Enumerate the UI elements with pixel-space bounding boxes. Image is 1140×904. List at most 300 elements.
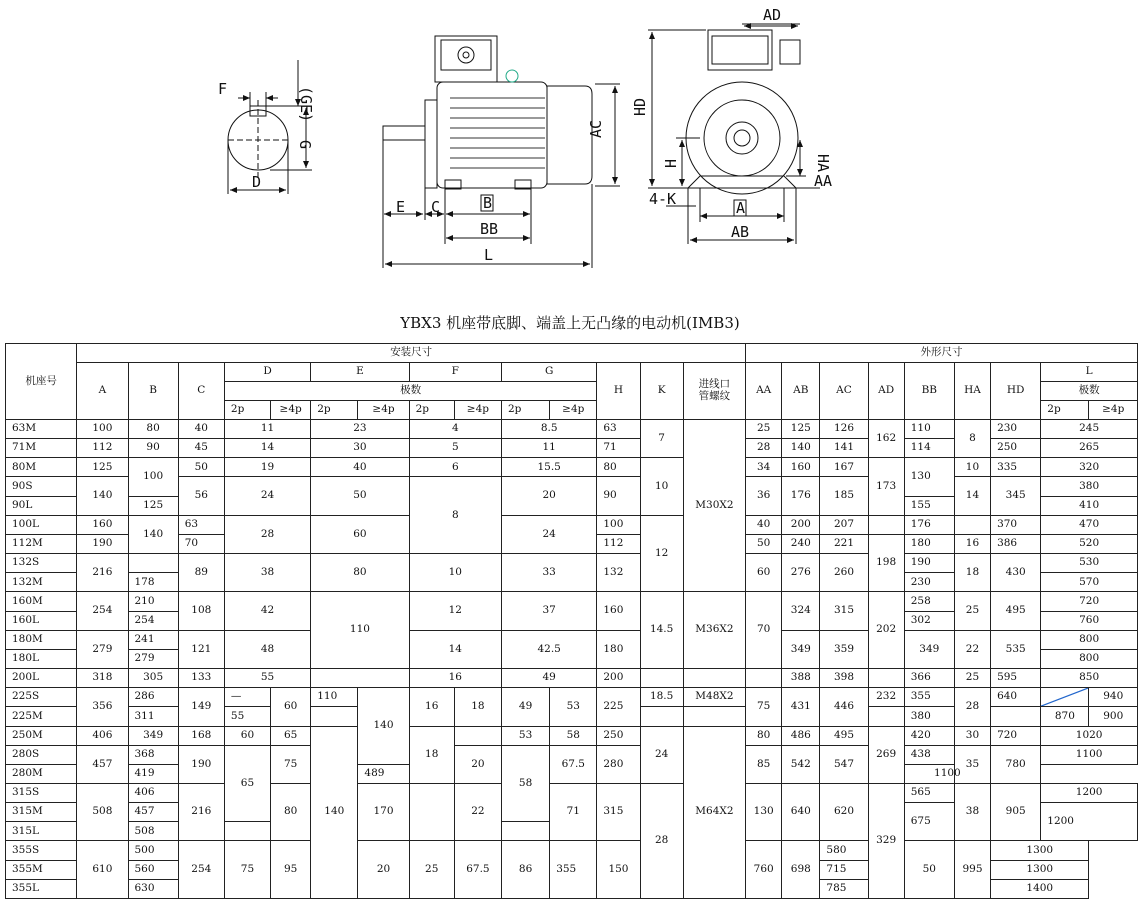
cell-K: 24 bbox=[640, 726, 683, 783]
cell-D: 28 bbox=[224, 515, 310, 553]
pole-4p: ≥4p bbox=[454, 401, 501, 420]
cell-B: 140 bbox=[128, 515, 178, 553]
cell-HD: 335 bbox=[991, 458, 1041, 477]
table-row bbox=[6, 458, 1138, 477]
cell-L: 1300 bbox=[991, 860, 1089, 879]
cell-L: 1100 bbox=[1041, 745, 1138, 764]
cell-AA: 130 bbox=[746, 783, 782, 840]
cell-A: 216 bbox=[77, 554, 128, 592]
cell-AB: 431 bbox=[782, 688, 820, 726]
cell-HA: 38 bbox=[954, 783, 990, 840]
cell-HD: 595 bbox=[991, 669, 1041, 688]
cell-L: 245 bbox=[1041, 420, 1138, 439]
cell-HA: 22 bbox=[954, 630, 990, 668]
cell-E: 40 bbox=[311, 458, 409, 477]
poles-label-L: 极数 bbox=[1041, 382, 1138, 401]
cell-AB: 200 bbox=[782, 515, 820, 534]
cell-K: 7 bbox=[640, 420, 683, 458]
col-HD: HD bbox=[991, 363, 1041, 420]
col-D: D bbox=[224, 363, 310, 382]
motor-side-view bbox=[383, 36, 620, 268]
cell-K: 12 bbox=[640, 515, 683, 592]
cell-F: 8 bbox=[409, 477, 501, 554]
cell-G: 8.5 bbox=[502, 420, 597, 439]
cell-AB: 388 bbox=[782, 669, 820, 688]
cell-D: 14 bbox=[224, 439, 310, 458]
cell-D: 55 bbox=[224, 669, 310, 688]
cell-G: 15.5 bbox=[502, 458, 597, 477]
cell-C: 108 bbox=[178, 592, 224, 630]
cell-H: 71 bbox=[597, 439, 640, 458]
cell-L: 800 bbox=[1041, 649, 1138, 668]
cell-HD: 640 bbox=[991, 688, 1041, 707]
cell-L: 470 bbox=[1041, 515, 1138, 534]
cell-B: 419 bbox=[128, 764, 178, 783]
cell-A: 457 bbox=[77, 745, 128, 783]
cell-F-4p: 22 bbox=[454, 783, 501, 840]
cell-B: 311 bbox=[128, 707, 178, 726]
cell-K-empty bbox=[640, 707, 683, 726]
frame-cell: 280S bbox=[6, 745, 77, 764]
cell-BB: 180 bbox=[904, 534, 954, 553]
cell-AA: 25 bbox=[746, 420, 782, 439]
cell-G-2p: 67.5 bbox=[454, 841, 501, 899]
cell-AD-empty bbox=[868, 669, 904, 688]
cell-HD: 495 bbox=[991, 592, 1041, 630]
cell-AB: 349 bbox=[782, 630, 820, 668]
cell-B: 125 bbox=[128, 496, 178, 515]
cell-L: 1300 bbox=[991, 841, 1089, 860]
cell-L: 1200 bbox=[1041, 803, 1138, 841]
cell-BB: 176 bbox=[904, 515, 954, 534]
cell-E: 23 bbox=[311, 420, 409, 439]
motor-dimension-drawing bbox=[0, 0, 1140, 300]
label-F: F bbox=[218, 80, 228, 98]
label-D: D bbox=[252, 173, 262, 191]
cell-B: 508 bbox=[128, 822, 178, 841]
cell-E: 30 bbox=[311, 439, 409, 458]
cell-C: 254 bbox=[178, 841, 224, 899]
cell-C: 45 bbox=[178, 439, 224, 458]
cell-AB: 760 bbox=[746, 841, 782, 899]
outline-header: 外形尺寸 bbox=[746, 344, 1138, 363]
cell-AC: 495 bbox=[820, 726, 868, 745]
label-H: H bbox=[662, 158, 680, 168]
col-H: H bbox=[597, 363, 640, 420]
cell-F-4p: 18 bbox=[454, 688, 501, 726]
cell-L: 850 bbox=[1041, 669, 1138, 688]
cell-B: 254 bbox=[128, 611, 178, 630]
diagonal-line bbox=[1041, 688, 1088, 706]
cell-B: 80 bbox=[128, 420, 178, 439]
poles-label: 极数 bbox=[224, 382, 596, 401]
cell-G-4p: 58 bbox=[550, 726, 597, 745]
table-row bbox=[6, 515, 1138, 534]
table-title: YBX3 机座带底脚、端盖上无凸缘的电动机(IMB3) bbox=[400, 314, 740, 332]
cell-L-4p: 940 bbox=[1089, 688, 1138, 707]
cell-AB: 160 bbox=[782, 458, 820, 477]
cell-H: 180 bbox=[597, 630, 640, 668]
cell-B: 210 bbox=[128, 592, 178, 611]
frame-cell: 355M bbox=[6, 860, 77, 879]
cell-B: 305 bbox=[128, 669, 178, 688]
cell-F-2p: 20 bbox=[358, 841, 409, 899]
cell-H: 160 bbox=[597, 592, 640, 630]
label-AA: AA bbox=[814, 172, 833, 190]
cell-L: 570 bbox=[1041, 573, 1138, 592]
label-L: L bbox=[484, 246, 494, 264]
frame-cell: 90S bbox=[6, 477, 77, 496]
table-row bbox=[6, 592, 1138, 611]
cell-A: 190 bbox=[77, 534, 128, 553]
cell-A: 125 bbox=[77, 458, 128, 477]
inlet-line1: 进线口 bbox=[698, 378, 731, 391]
cell-L-4p: 900 bbox=[1089, 707, 1138, 726]
cell-AC: 207 bbox=[820, 515, 868, 534]
cell-G: 20 bbox=[502, 477, 597, 515]
col-HA: HA bbox=[954, 363, 990, 420]
cell-HD: 535 bbox=[991, 630, 1041, 668]
frame-cell: 71M bbox=[6, 439, 77, 458]
col-L: L bbox=[1041, 363, 1138, 382]
cell-L-2p: 870 bbox=[1041, 707, 1089, 726]
cell-H: 200 bbox=[597, 669, 640, 688]
cell-F-4p: 25 bbox=[409, 841, 454, 899]
cell-E-2p: 140 bbox=[311, 726, 358, 899]
cell-BB: 785 bbox=[820, 879, 868, 898]
col-F: F bbox=[409, 363, 501, 382]
cell-D-2p: 75 bbox=[224, 841, 270, 899]
cell-HA: 30 bbox=[954, 726, 990, 745]
frame-cell: 100L bbox=[6, 515, 77, 534]
cell-BB: 349 bbox=[904, 630, 954, 668]
cell-G-4p: 86 bbox=[502, 841, 550, 899]
cell-A: 508 bbox=[77, 783, 128, 840]
frame-cell: 355L bbox=[6, 879, 77, 898]
cell-AD-empty bbox=[868, 515, 904, 534]
cell-BB: 366 bbox=[904, 669, 954, 688]
cell-B: 178 bbox=[128, 573, 178, 592]
cell-AB: 640 bbox=[782, 783, 820, 840]
pole-2p: 2p bbox=[224, 401, 270, 420]
cell-B: 630 bbox=[128, 879, 178, 898]
cell-AB: 125 bbox=[782, 420, 820, 439]
cell-A: 140 bbox=[77, 477, 128, 515]
label-G: G bbox=[296, 140, 314, 150]
cell-F-2p-empty bbox=[409, 783, 454, 840]
cell-A: 318 bbox=[77, 669, 128, 688]
cell-E: 110 bbox=[311, 592, 409, 669]
cell-HA: 14 bbox=[954, 477, 990, 515]
frame-cell: 160M bbox=[6, 592, 77, 611]
cell-AA: 36 bbox=[746, 477, 782, 515]
cell-L: 520 bbox=[1041, 534, 1138, 553]
frame-cell: 180M bbox=[6, 630, 77, 649]
cell-K: 18.5 bbox=[640, 688, 683, 707]
cell-AA: 28 bbox=[746, 439, 782, 458]
cell-BB: 675 bbox=[904, 803, 954, 841]
cell-BB: 438 bbox=[904, 745, 954, 764]
cell-AD: 162 bbox=[868, 420, 904, 458]
frame-cell: 200L bbox=[6, 669, 77, 688]
col-A: A bbox=[77, 363, 128, 420]
pole-2p: 2p bbox=[409, 401, 454, 420]
cell-AA: 40 bbox=[746, 515, 782, 534]
col-AD: AD bbox=[868, 363, 904, 420]
cell-L: 380 bbox=[1041, 477, 1138, 496]
cell-inlet: M64X2 bbox=[683, 726, 745, 899]
cell-A: 610 bbox=[77, 841, 128, 899]
cell-C: 190 bbox=[178, 745, 224, 783]
cell-L: 800 bbox=[1041, 630, 1138, 649]
cell-BB: 489 bbox=[358, 764, 409, 783]
cell-AA: 85 bbox=[746, 745, 782, 783]
cell-L: 1100 bbox=[904, 764, 990, 783]
cell-AC: 185 bbox=[820, 477, 868, 515]
cell-inlet-empty bbox=[683, 707, 745, 726]
cell-B: 457 bbox=[128, 803, 178, 822]
table-row bbox=[6, 745, 1138, 764]
label-HD: HD bbox=[631, 97, 649, 116]
cell-BB: 565 bbox=[904, 783, 954, 802]
cell-G: 24 bbox=[502, 515, 597, 553]
table-row bbox=[6, 630, 1138, 649]
cell-AA: 150 bbox=[597, 841, 640, 899]
label-GE: (GE) bbox=[297, 86, 315, 123]
col-inlet bbox=[683, 363, 745, 420]
cell-AA: 80 bbox=[746, 726, 782, 745]
cell-AA: 70 bbox=[746, 592, 782, 669]
cell-AC: 698 bbox=[782, 841, 820, 899]
label-HA: HA bbox=[814, 154, 832, 173]
cell-AB: 240 bbox=[782, 534, 820, 553]
dimension-table bbox=[5, 343, 1138, 899]
cell-L: 265 bbox=[1041, 439, 1138, 458]
cell-A: 356 bbox=[77, 688, 128, 726]
cell-L: 1020 bbox=[1041, 726, 1138, 745]
cell-AC: 446 bbox=[820, 688, 868, 726]
cell-HD: 995 bbox=[954, 841, 990, 899]
cell-B: 368 bbox=[128, 745, 178, 764]
cell-B: 100 bbox=[128, 458, 178, 496]
frame-cell: 315M bbox=[6, 803, 77, 822]
frame-cell: 90L bbox=[6, 496, 77, 515]
cell-D-4p: 60 bbox=[271, 688, 311, 726]
inlet-line2: 管螺纹 bbox=[698, 390, 731, 402]
cell-HA: 35 bbox=[954, 745, 990, 783]
frame-cell: 63M bbox=[6, 420, 77, 439]
col-G: G bbox=[502, 363, 597, 382]
cell-AC: 141 bbox=[820, 439, 868, 458]
cell-F: 5 bbox=[409, 439, 501, 458]
install-header: 安装尺寸 bbox=[77, 344, 746, 363]
cell-A: 112 bbox=[77, 439, 128, 458]
cell-BB: 110 bbox=[904, 420, 954, 439]
cell-HA: 10 bbox=[954, 458, 990, 477]
table-row bbox=[6, 783, 1138, 802]
cell-G: 33 bbox=[502, 554, 597, 592]
cell-E-4p: 170 bbox=[358, 783, 409, 840]
cell-HD: 780 bbox=[991, 745, 1041, 783]
frame-cell: 315S bbox=[6, 783, 77, 802]
cell-AC: 359 bbox=[820, 630, 868, 668]
pole-4p: ≥4p bbox=[271, 401, 311, 420]
label-4K: 4-K bbox=[649, 190, 677, 208]
cell-HD: 250 bbox=[991, 439, 1041, 458]
cell-B: 349 bbox=[128, 726, 178, 745]
cell-K: 14.5 bbox=[640, 592, 683, 669]
cell-B: 90 bbox=[128, 439, 178, 458]
frame-cell: 280M bbox=[6, 764, 77, 783]
cell-HD: 905 bbox=[991, 783, 1041, 840]
cell-HA: 50 bbox=[904, 841, 954, 899]
cell-HD: 230 bbox=[991, 420, 1041, 439]
cell-D-4p: 95 bbox=[271, 841, 311, 899]
cell-C: 70 bbox=[178, 534, 224, 553]
cell-D-2p: 60 bbox=[224, 726, 270, 745]
table-row bbox=[6, 669, 1138, 688]
cell-G: 37 bbox=[502, 592, 597, 630]
frame-cell: 180L bbox=[6, 649, 77, 668]
cell-AA: 50 bbox=[746, 534, 782, 553]
frame-cell: 112M bbox=[6, 534, 77, 553]
cell-G-2p: 58 bbox=[502, 745, 550, 822]
cell-AA: 75 bbox=[746, 688, 782, 726]
cell-C: 216 bbox=[178, 783, 224, 840]
cell-BB: 155 bbox=[904, 496, 954, 515]
cell-HA: 16 bbox=[954, 534, 990, 553]
label-B: B bbox=[483, 194, 493, 212]
cell-AD: 232 bbox=[868, 688, 904, 707]
cell-AA-empty bbox=[746, 669, 782, 688]
cell-H: 90 bbox=[597, 477, 640, 515]
cell-AC: 315 bbox=[820, 592, 868, 630]
col-K: K bbox=[640, 363, 683, 420]
cell-AA: 60 bbox=[746, 554, 782, 592]
cell-D: 24 bbox=[224, 477, 310, 515]
cell-AD: 202 bbox=[868, 592, 904, 669]
cell-E-empty bbox=[311, 669, 409, 688]
cell-AD: 269 bbox=[868, 726, 904, 783]
cell-F: 12 bbox=[409, 592, 501, 630]
cell-A: 279 bbox=[77, 630, 128, 668]
cell-BB: 715 bbox=[820, 860, 868, 879]
cell-K-empty bbox=[640, 669, 683, 688]
cell-HD: 386 bbox=[991, 534, 1041, 553]
cell-HA: 18 bbox=[954, 554, 990, 592]
cell-D-2p: — bbox=[224, 688, 270, 707]
cell-H: 132 bbox=[597, 554, 640, 592]
cell-L-2p-diagonal bbox=[1041, 688, 1089, 707]
cell-BB: 190 bbox=[904, 554, 954, 573]
cell-F: 14 bbox=[409, 630, 501, 668]
cell-AC: 620 bbox=[820, 783, 868, 840]
cell-inlet: M48X2 bbox=[683, 688, 745, 707]
table-row bbox=[6, 726, 1138, 745]
cell-F: 16 bbox=[409, 669, 501, 688]
cell-AC: 167 bbox=[820, 458, 868, 477]
cell-F-2p: 16 bbox=[409, 688, 454, 726]
cell-E-4p: 140 bbox=[358, 688, 409, 765]
cell-HA: 25 bbox=[954, 592, 990, 630]
cell-G: 11 bbox=[502, 439, 597, 458]
cell-AC: 221 bbox=[820, 534, 868, 553]
cell-B: 406 bbox=[128, 783, 178, 802]
table-row bbox=[6, 688, 1138, 707]
cell-G-4p: 53 bbox=[550, 688, 597, 726]
cell-HD: 345 bbox=[991, 477, 1041, 515]
cell-F: 4 bbox=[409, 420, 501, 439]
cell-F: 10 bbox=[409, 554, 501, 592]
cell-BB: 580 bbox=[820, 841, 868, 860]
cell-H: 112 bbox=[597, 534, 640, 553]
cell-E: 60 bbox=[311, 515, 409, 553]
cell-H: 280 bbox=[597, 745, 640, 783]
col-AB: AB bbox=[782, 363, 820, 420]
frame-cell: 225M bbox=[6, 707, 77, 726]
cell-F-4p: 20 bbox=[454, 745, 501, 783]
cell-L: 1200 bbox=[1041, 783, 1138, 802]
cell-D-4p: 65 bbox=[271, 726, 311, 745]
cell-D: 42 bbox=[224, 592, 310, 630]
cell-C: 168 bbox=[178, 726, 224, 745]
cell-A: 406 bbox=[77, 726, 128, 745]
cell-H: 100 bbox=[597, 515, 640, 534]
cell-F: 6 bbox=[409, 458, 501, 477]
cell-L: 720 bbox=[1041, 592, 1138, 611]
cell-AC: 398 bbox=[820, 669, 868, 688]
cell-H: 355 bbox=[550, 841, 597, 899]
cell-F-4p-empty bbox=[454, 726, 501, 745]
cell-D-2p: 65 bbox=[224, 745, 270, 822]
frame-cell: 225S bbox=[6, 688, 77, 707]
cell-L: 320 bbox=[1041, 458, 1138, 477]
cell-HA-empty bbox=[954, 515, 990, 534]
label-AC: AC bbox=[587, 119, 605, 138]
cell-G-2p: 53 bbox=[502, 726, 550, 745]
cell-HA: 8 bbox=[954, 420, 990, 458]
cell-B: 241 bbox=[128, 630, 178, 649]
cell-inlet: M36X2 bbox=[683, 592, 745, 669]
cell-inlet: M30X2 bbox=[683, 420, 745, 592]
col-BB: BB bbox=[904, 363, 954, 420]
cell-L: 530 bbox=[1041, 554, 1138, 573]
col-C: C bbox=[178, 363, 224, 420]
cell-HD: 430 bbox=[991, 554, 1041, 592]
motor-front-view bbox=[648, 24, 820, 244]
cell-AC: 260 bbox=[820, 554, 868, 592]
cell-H: 63 bbox=[597, 420, 640, 439]
label-AD: AD bbox=[763, 6, 782, 24]
cell-K: 28 bbox=[640, 783, 683, 898]
pole-2p: 2p bbox=[1041, 401, 1089, 420]
cell-AC: 126 bbox=[820, 420, 868, 439]
cell-C: 50 bbox=[178, 458, 224, 477]
frame-cell: 315L bbox=[6, 822, 77, 841]
cell-BB: 380 bbox=[904, 707, 954, 726]
cell-AB: 486 bbox=[782, 726, 820, 745]
cell-B-empty bbox=[128, 554, 178, 573]
cell-BB: 355 bbox=[904, 688, 954, 707]
frame-header: 机座号 bbox=[6, 344, 77, 420]
cell-AB: 324 bbox=[782, 592, 820, 630]
cell-H: 80 bbox=[597, 458, 640, 477]
cell-C: 40 bbox=[178, 420, 224, 439]
cell-AD: 173 bbox=[868, 458, 904, 515]
cell-D-2p: 55 bbox=[224, 707, 270, 726]
cell-C: 133 bbox=[178, 669, 224, 688]
cell-D: 19 bbox=[224, 458, 310, 477]
